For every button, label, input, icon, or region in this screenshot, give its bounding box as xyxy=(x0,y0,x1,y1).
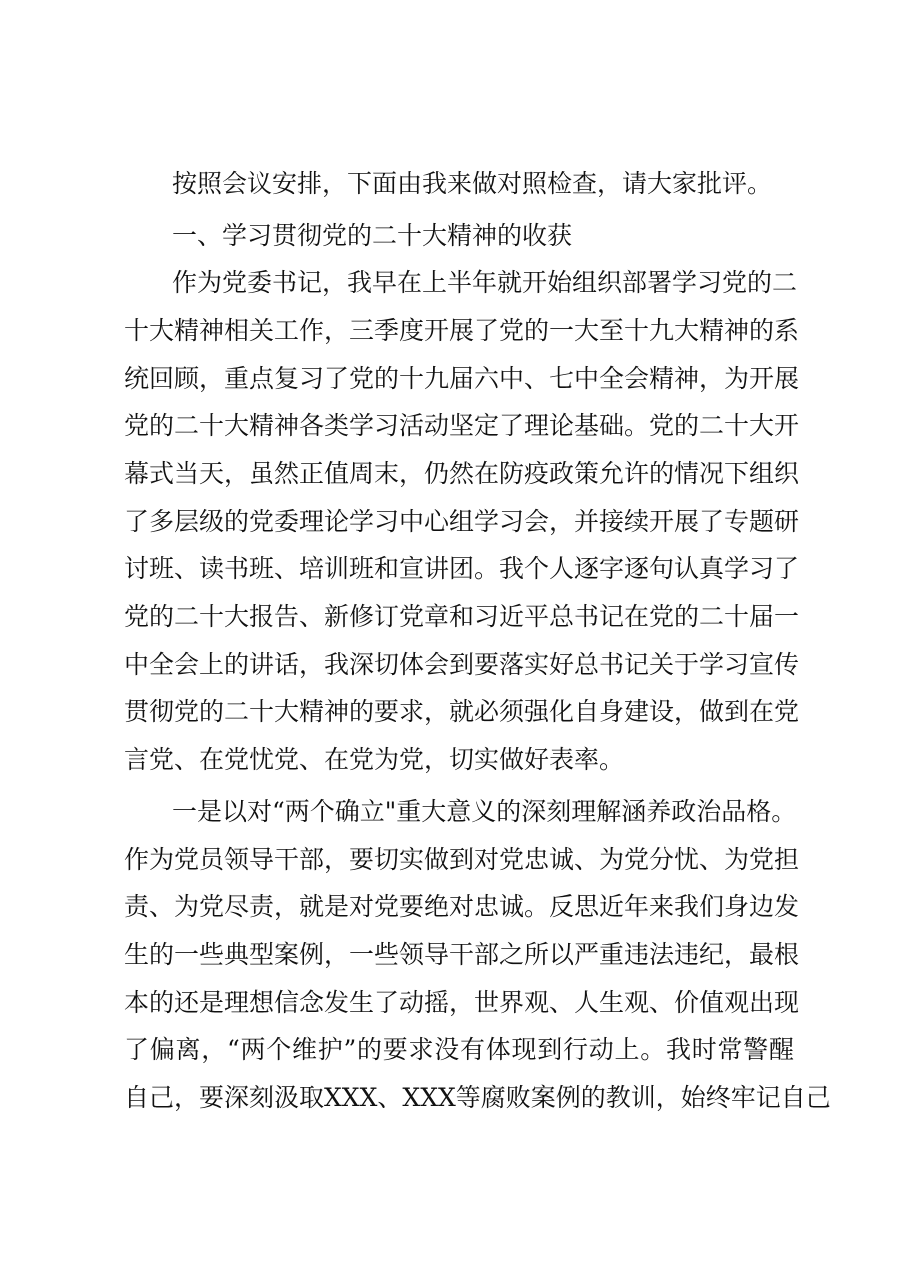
section-heading: 一、学习贯彻党的二十大精神的收获 xyxy=(172,221,573,250)
paragraph-line: 了多层级的党委理论学习中心组学习会，并接续开展了专题研 xyxy=(124,507,800,536)
paragraph-line: 统回顾，重点复习了党的十九届六中、七中全会精神，为开展 xyxy=(124,364,800,393)
paragraph-line: 一是以对“两个确立"重大意义的深刻理解涵养政治品格。 xyxy=(172,797,797,826)
paragraph-line: 贯彻党的二十大精神的要求，就必须强化自身建设，做到在党 xyxy=(124,697,800,726)
paragraph-line: 党的二十大精神各类学习活动坚定了理论基础。党的二十大开 xyxy=(124,411,800,440)
paragraph-line: 言党、在党忧党、在党为党，切实做好表率。 xyxy=(124,745,625,774)
intro-paragraph: 按照会议安排，下面由我来做对照检查，请大家批评。 xyxy=(172,169,773,198)
paragraph-line: 十大精神相关工作，三季度开展了党的一大至十九大精神的系 xyxy=(124,316,800,345)
paragraph-line: 作为党委书记，我早在上半年就开始组织部署学习党的二 xyxy=(172,268,798,297)
paragraph-line: 党的二十大报告、新修订党章和习近平总书记在党的二十届一 xyxy=(124,602,800,631)
paragraph-line: 责、为党尽责，就是对党要绝对忠诚。反思近年来我们身边发 xyxy=(124,892,800,921)
paragraph-line: 中全会上的讲话，我深切体会到要落实好总书记关于学习宣传 xyxy=(124,650,800,679)
paragraph-line: 自己，要深刻汲取XXX、XXX等腐败案例的教训，始终牢记自己 xyxy=(124,1083,831,1112)
paragraph-line: 讨班、读书班、培训班和宣讲团。我个人逐字逐句认真学习了 xyxy=(124,554,800,583)
paragraph-line: 作为党员领导干部，要切实做到对党忠诚、为党分忧、为党担 xyxy=(124,845,800,874)
paragraph-line: 了偏离，“两个维护”的要求没有体现到行动上。我时常警醒 xyxy=(124,1035,794,1064)
paragraph-line: 本的还是理想信念发生了动摇，世界观、人生观、价值观出现 xyxy=(124,988,800,1017)
paragraph-line: 幕式当天，虽然正值周末，仍然在防疫政策允许的情况下组织 xyxy=(124,459,800,488)
paragraph-line: 生的一些典型案例，一些领导干部之所以严重违法违纪，最根 xyxy=(124,940,800,969)
